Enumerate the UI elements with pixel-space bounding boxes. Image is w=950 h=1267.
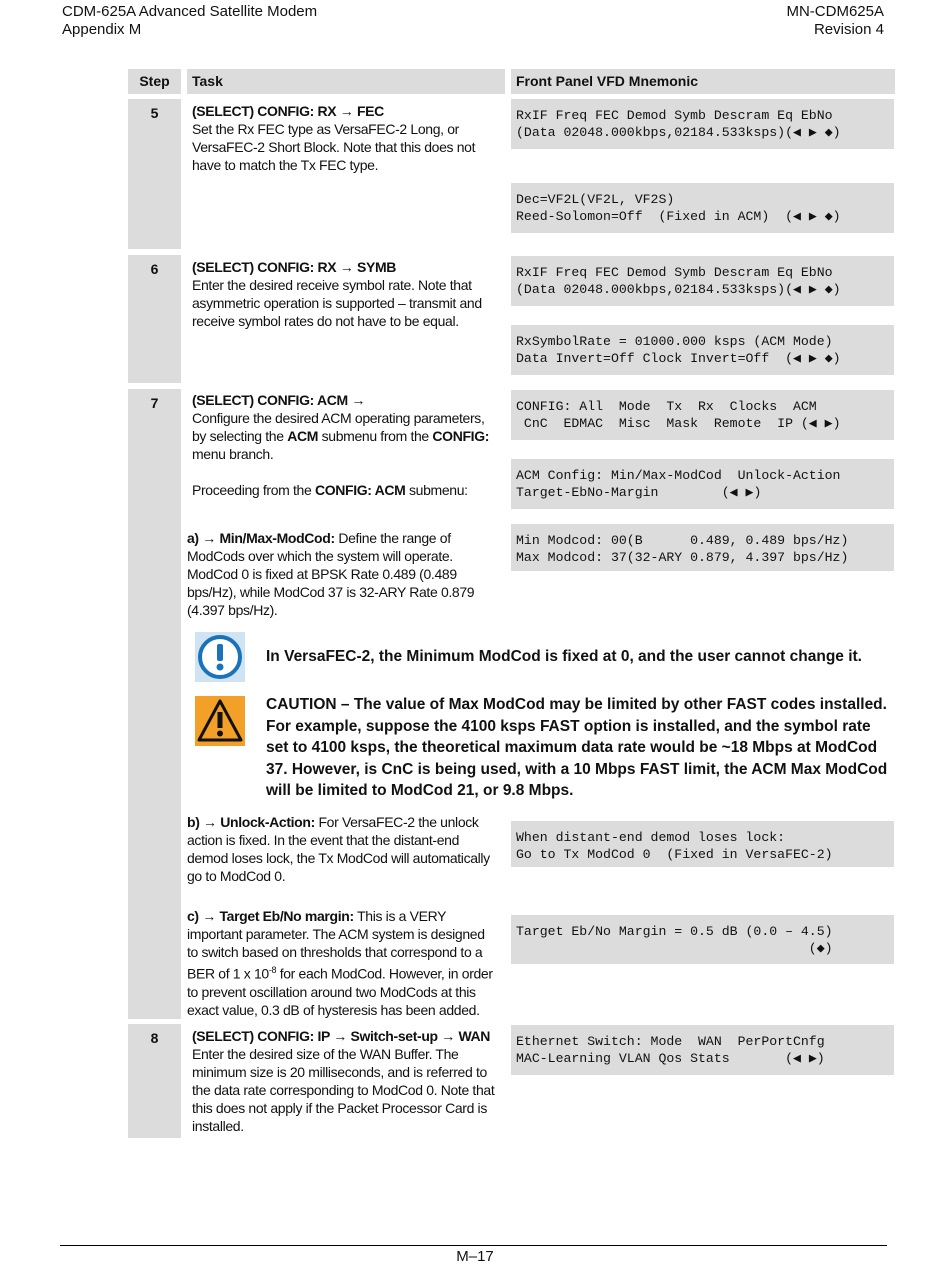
task-body: Proceeding from the: [192, 482, 315, 498]
vfd-display: When distant-end demod loses lock: Go to Tx ModCod 0 (Fixed in VersaFEC-2): [511, 821, 894, 867]
task-body: submenu:: [405, 482, 468, 498]
exponent: -8: [268, 965, 277, 975]
task-body: menu branch.: [192, 446, 274, 462]
step-number-6: 6: [128, 255, 181, 383]
task-title: (SELECT) CONFIG: RX → SYMB: [192, 259, 397, 275]
footer-rule: [60, 1245, 887, 1246]
caution-icon: [195, 696, 245, 746]
substep-label: a) → Min/Max-ModCod:: [187, 530, 335, 546]
substep-body: For VersaFEC-2 the unlock action is fixed. In the event that the distant-end demod loses lock, the Tx ModCod will automatically go to ModCod 0.: [187, 814, 490, 884]
substep-body: Define the range of ModCods over which the system will operate. ModCod 0 is fixed at BPSK Rate 0.489 (0.489 bps/Hz), while ModCod 37 is 32-ARY Rate 0.879 (4.397 bps/Hz).: [187, 530, 475, 618]
vfd-display: Target Eb/No Margin = 0.5 dB (0.0 – 4.5) (◆): [511, 915, 894, 964]
step-number-8: 8: [128, 1024, 181, 1138]
task-step-6: [192, 258, 502, 330]
vfd-display: Dec=VF2L(VF2L, VF2S) Reed-Solomon=Off (Fixed in ACM) (◀ ▶ ◆): [511, 183, 894, 233]
caution-note: CAUTION – The value of Max ModCod may be limited by other FAST codes installed. For example, suppose the 4100 ksps FAST option is installed, and the symbol rate set to 4100 ksps, the theoretical maximum data rate would be ~18 Mbps at ModCod 37. However, is CnC is being used, with a 10 Mbps FAST limit, the ACM Max ModCod will be limited to ModCod 21, or 9.8 Mbps.: [266, 696, 888, 799]
vfd-display: CONFIG: All Mode Tx Rx Clocks ACM CnC EDMAC Misc Mask Remote IP (◀ ▶): [511, 390, 894, 440]
vfd-display: ACM Config: Min/Max-ModCod Unlock-Action Target-EbNo-Margin (◀ ▶): [511, 459, 894, 509]
task-step-7: [192, 391, 502, 499]
info-note: In VersaFEC-2, the Minimum ModCod is fixed at 0, and the user cannot change it.: [266, 648, 862, 665]
task-title: (SELECT) CONFIG: IP → Switch-set-up → WAN: [192, 1028, 491, 1044]
substep-body: for each ModCod. However, in order to prevent oscillation around two ModCods at this exact value, 0.3 dB of hysteresis has been added.: [187, 965, 493, 1018]
task-body-acm: ACM: [287, 428, 319, 444]
substep-b: [187, 813, 497, 885]
vfd-display: RxIF Freq FEC Demod Symb Descram Eq EbNo (Data 02048.000kbps,02184.533ksps)(◀ ▶ ◆): [511, 256, 894, 306]
vfd-display: Min Modcod: 00(B 0.489, 0.489 bps/Hz) Max Modcod: 37(32-ARY 0.879, 4.397 bps/Hz): [511, 524, 894, 571]
revision-label: Revision 4: [813, 21, 884, 38]
running-header-right: [786, 3, 884, 39]
substep-label: b) → Unlock-Action:: [187, 814, 315, 830]
task-body-config: CONFIG:: [432, 428, 490, 444]
task-body: Enter the desired receive symbol rate. Note that asymmetric operation is supported – transmit and receive symbol rates do not have to be equal.: [192, 277, 482, 329]
task-body: Configure the desired ACM operating parameters, by selecting the: [192, 410, 485, 444]
column-header-step: Step: [128, 69, 181, 94]
column-header-task: Task: [187, 69, 505, 94]
column-header-vfd: Front Panel VFD Mnemonic: [511, 69, 895, 94]
step-number-5: 5: [128, 99, 181, 249]
procedure-table: [128, 69, 895, 94]
substep-a: [187, 529, 497, 619]
task-body: Set the Rx FEC type as VersaFEC-2 Long, or VersaFEC-2 Short Block. Note that this does not have to match the Tx FEC type.: [192, 121, 476, 173]
page-number: M–17: [456, 1248, 494, 1265]
step-number-7: 7: [128, 389, 181, 1019]
task-step-5: [192, 102, 502, 174]
appendix-label: Appendix M: [62, 21, 142, 38]
substep-c: [187, 907, 497, 1019]
doc-number: MN-CDM625A: [786, 3, 884, 20]
task-title: (SELECT) CONFIG: RX → FEC: [192, 103, 384, 119]
running-header-left: [62, 3, 317, 39]
vfd-display: RxSymbolRate = 01000.000 ksps (ACM Mode) Data Invert=Off Clock Invert=Off (◀ ▶ ◆): [511, 325, 894, 375]
task-step-8: [192, 1027, 502, 1135]
task-title: (SELECT) CONFIG: ACM →: [192, 392, 365, 408]
vfd-display: RxIF Freq FEC Demod Symb Descram Eq EbNo (Data 02048.000kbps,02184.533ksps)(◀ ▶ ◆): [511, 99, 894, 149]
task-body: Enter the desired size of the WAN Buffer. The minimum size is 20 milliseconds, and is referred to the data rate corresponding to ModCod 0. Note that this does not apply if the Packet Processor Card is installed.: [192, 1046, 495, 1134]
table-header-row: [128, 69, 895, 94]
substep-label: c) → Target Eb/No margin:: [187, 908, 354, 924]
manual-title: CDM-625A Advanced Satellite Modem: [62, 3, 318, 20]
task-body: submenu from the: [318, 428, 433, 444]
substep-body: This is a VERY important parameter. The ACM system is designed to switch based on thresholds that correspond to a BER of 1 x 10: [187, 908, 485, 982]
task-body-config-acm: CONFIG: ACM: [314, 482, 406, 498]
info-icon: [195, 632, 245, 682]
vfd-display: Ethernet Switch: Mode WAN PerPortCnfg MAC-Learning VLAN Qos Stats (◀ ▶): [511, 1025, 894, 1075]
